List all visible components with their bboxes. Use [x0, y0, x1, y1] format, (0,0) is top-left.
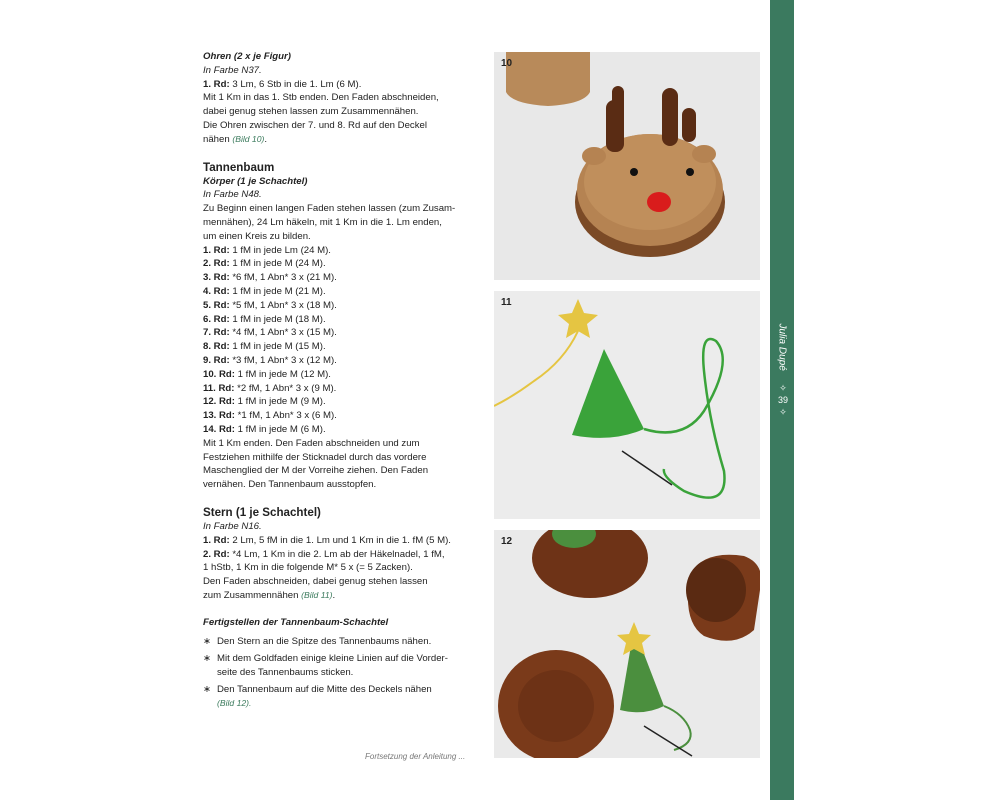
round-row: 2. Rd: 1 fM in jede M (24 M).: [203, 258, 326, 270]
round-row: 9. Rd: *3 fM, 1 Abn* 3 x (12 M).: [203, 354, 337, 366]
text-line: dabei genug stehen lassen zum Zusammennähen.: [203, 106, 419, 118]
round-row: 14. Rd: 1 fM in jede M (6 M).: [203, 423, 326, 435]
continuation-note: Fortsetzung der Anleitung ...: [365, 752, 466, 761]
sparkle-icon: ✧: [779, 407, 787, 417]
section-heading-stern: Stern (1 je Schachtel): [203, 505, 321, 519]
round-row: 1. Rd: 3 Lm, 6 Stb in die 1. Lm (6 M).: [203, 78, 362, 90]
photo-number: 11: [501, 297, 512, 308]
text-line: zum Zusammennähen (Bild 11).: [203, 589, 336, 601]
text-line: Den Faden abschneiden, dabei genug stehen lassen: [203, 576, 428, 588]
photo-tree-and-star: [494, 291, 760, 519]
section-heading-tannenbaum: Tannenbaum: [203, 160, 275, 174]
round-row: 13. Rd: *1 fM, 1 Abn* 3 x (6 M).: [203, 410, 337, 422]
color-note-stern: In Farbe N16.: [203, 520, 262, 532]
photo-number: 10: [501, 58, 513, 69]
photo-number: 12: [501, 536, 513, 547]
text-line: 1 hStb, 1 Km in die folgende M* 5 x (= 5 Zacken).: [203, 562, 413, 574]
page-number: 39: [777, 395, 788, 405]
bullet-item: ∗ Mit dem Goldfaden einige kleine Linien auf die Vorder- seite des Tannenbaums sticken.: [203, 653, 448, 679]
instruction-text-column: [203, 50, 475, 713]
round-row: 5. Rd: *5 fM, 1 Abn* 3 x (18 M).: [203, 299, 337, 311]
bullet-item: ∗ Den Tannenbaum auf die Mitte des Deckels nähen (Bild 12).: [203, 683, 475, 711]
text-line: um einen Kreis zu bilden.: [203, 230, 311, 242]
text-line: Die Ohren zwischen der 7. und 8. Rd auf den Deckel: [203, 119, 427, 131]
tree-star-illustration: [494, 291, 760, 519]
photo-tree-box-pieces: [494, 530, 760, 758]
round-row: 1. Rd: 2 Lm, 5 fM in die 1. Lm und 1 Km in die 1. fM (5 M).: [203, 534, 451, 546]
round-row: 1. Rd: 1 fM in jede Lm (24 M).: [203, 244, 331, 256]
round-row: 6. Rd: 1 fM in jede M (18 M).: [203, 313, 326, 325]
round-row: 12. Rd: 1 fM in jede M (9 M).: [203, 396, 326, 408]
round-row: 2. Rd: *4 Lm, 1 Km in die 2. Lm ab der Häkelnadel, 1 fM,: [203, 548, 445, 560]
text-line: mennähen), 24 Lm häkeln, mit 1 Km in die 1. Lm enden,: [203, 216, 442, 228]
round-row: 7. Rd: *4 fM, 1 Abn* 3 x (15 M).: [203, 327, 337, 339]
section-heading-ohren: Ohren (2 x je Figur): [203, 51, 291, 62]
color-note-tannenbaum: In Farbe N48.: [203, 189, 262, 201]
picture-reference: (Bild 11): [301, 589, 333, 600]
round-row: 8. Rd: 1 fM in jede M (15 M).: [203, 341, 326, 353]
bullet-item: ∗ Den Stern an die Spitze des Tannenbaums nähen.: [203, 636, 432, 648]
text-line: Mit 1 Km in das 1. Stb enden. Den Faden abschneiden,: [203, 92, 439, 104]
text-line: vernähen. Den Tannenbaum ausstopfen.: [203, 479, 377, 491]
asterisk-icon: ∗: [203, 653, 212, 665]
round-row: 11. Rd: *2 fM, 1 Abn* 3 x (9 M).: [203, 382, 337, 394]
round-row: 4. Rd: 1 fM in jede M (21 M).: [203, 285, 326, 297]
text-line: Mit 1 Km enden. Den Faden abschneiden und zum: [203, 437, 420, 449]
page-number-block: [776, 382, 790, 418]
reindeer-illustration: [494, 52, 760, 280]
box-pieces-illustration: [494, 530, 760, 758]
photo-reindeer-lid: [494, 52, 760, 280]
text-line: Maschenglied der M der Vorreihe ziehen. Den Faden: [203, 465, 429, 477]
text-line: Festziehen mithilfe der Sticknadel durch das vordere: [203, 451, 427, 463]
color-note-ohren: In Farbe N37.: [203, 64, 262, 76]
picture-reference: (Bild 12).: [217, 697, 252, 708]
round-row: 10. Rd: 1 fM in jede M (12 M).: [203, 368, 331, 380]
text-line: Zu Beginn einen langen Faden stehen lassen (zum Zusam-: [203, 203, 456, 215]
round-row: 3. Rd: *6 fM, 1 Abn* 3 x (21 M).: [203, 272, 337, 284]
section-heading-fertigstellen: Fertigstellen der Tannenbaum-Schachtel: [203, 616, 389, 628]
subheading-koerper: Körper (1 je Schachtel): [203, 175, 308, 187]
asterisk-icon: ∗: [203, 683, 212, 695]
asterisk-icon: ∗: [203, 636, 212, 648]
sparkle-icon: ✧: [779, 383, 787, 393]
picture-reference: (Bild 10): [232, 133, 265, 144]
text-line: nähen (Bild 10).: [203, 133, 268, 145]
author-name: Julia Dupé: [776, 323, 788, 371]
